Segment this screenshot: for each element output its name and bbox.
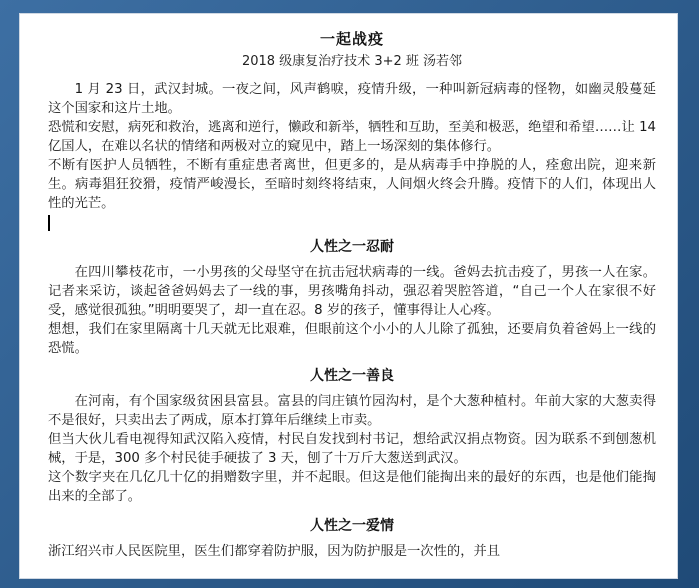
intro-paragraph: 不断有医护人员牺牲，不断有重症患者离世，但更多的，是从病毒手中挣脱的人，痊愈出院，迎来新生。病毒猖狂狡猾，疫情严峻漫长，至暗时刻终将结束，人间烟火终会升腾。疫情下的人们，体现出人性的光芒。 <box>48 158 656 211</box>
document-body <box>48 28 656 561</box>
document-title: 一起战疫 <box>319 30 384 48</box>
section-paragraph: 但当大伙儿看电视得知武汉陷入疫情，村民自发找到村书记，想给武汉捐点物资。因为联系不到刨葱机械，于是，300 多个村民徒手硬拔了 3 天，刨了十万斤大葱送到武汉。 <box>48 432 656 466</box>
intro-paragraph: 1 月 23 日，武汉封城。一夜之间，风声鹤唳，疫情升级，一种叫新冠病毒的怪物，如幽灵般蔓延这个国家和这片土地。 <box>48 82 656 116</box>
section-heading: 人性之一忍耐 <box>310 239 394 255</box>
section-paragraph: 浙江绍兴市人民医院里，医生们都穿着防护服，因为防护服是一次性的，并且 <box>48 544 501 559</box>
author-line: 2018 级康复治疗技术 3+2 班 汤若邻 <box>241 54 463 69</box>
section-paragraph: 想想，我们在家里隔离十几天就无比艰难，但眼前这个小小的人儿除了孤独，还要肩负着爸妈上一线的恐慌。 <box>48 322 656 356</box>
text-cursor <box>48 215 50 231</box>
section-paragraph: 在四川攀枝花市，一小男孩的父母坚守在抗击冠状病毒的一线。爸妈去抗击疫了，男孩一人在家。记者来采访，谈起爸爸妈妈去了一线的事，男孩嘴角抖动，强忍着哭腔答道，“自己一个人在家很不好受，感觉很孤独。”明明要哭了，却一直在忍。8 岁的孩子，懂事得让人心疼。 <box>48 265 656 318</box>
section-paragraph: 在河南，有个国家级贫困县富县。富县的闫庄镇竹园沟村，是个大葱种植村。年前大家的大葱卖得不是很好，只卖出去了两成，原本打算年后继续上市卖。 <box>48 394 656 428</box>
section-heading: 人性之一爱情 <box>310 518 394 534</box>
section-paragraph: 这个数字夹在几亿几十亿的捐赠数字里，并不起眼。但这是他们能掏出来的最好的东西，也是他们能掏出来的全部了。 <box>48 470 656 504</box>
document-page <box>20 14 677 578</box>
section-heading: 人性之一善良 <box>310 368 394 384</box>
intro-paragraph: 恐慌和安慰，病死和救治，逃离和逆行，懒政和新举，牺牲和互助，至美和极恶，绝望和希望……让 14 亿国人，在难以名状的情绪和两极对立的窥见中，踏上一场深刻的集体修行。 <box>48 120 656 154</box>
